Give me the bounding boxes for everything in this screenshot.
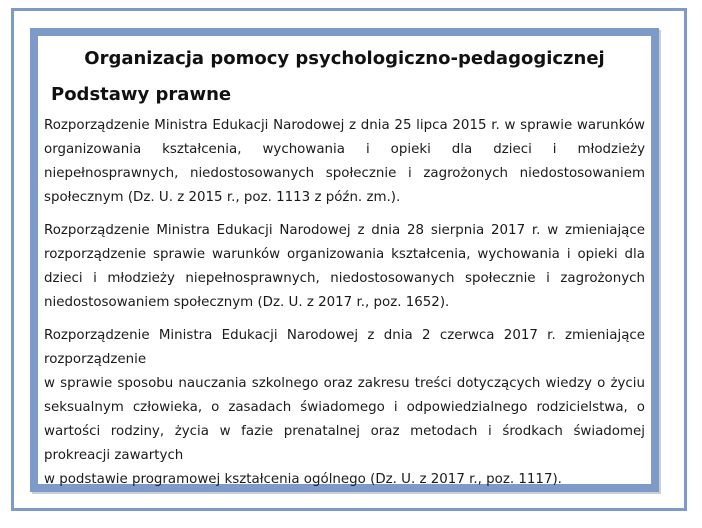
section-heading: Podstawy prawne <box>51 84 232 105</box>
regulation-paragraph-2: Rozporządzenie Ministra Edukacji Narodowej z dnia 28 sierpnia 2017 r. w zmieniające rozporządzenie sprawie warunków organizowania kształcenia, wychowania i opieki dla dzieci i młodzieży niepełnosprawnych, niedostosowanych społecznie i zagrożonych niedostosowaniem społecznym (Dz. U. z 2017 r., poz. 1652). <box>44 223 645 310</box>
regulation-paragraph-3: Rozporządzenie Ministra Edukacji Narodowej z dnia 2 czerwca 2017 r. zmieniające rozporządzenie w sprawie sposobu nauczania szkolnego oraz zakresu treści dotyczących wiedzy o życiu seksualnym człowieka, o zasadach świadomego i odpowiedzialnego rodzicielstwa, o wartości rodziny, życia w fazie prenatalnej oraz metodach i środkach świadomej prokreacji zawartych w podstawie programowej kształcenia ogólnego (Dz. U. z 2017 r., poz. 1117). <box>44 328 645 487</box>
regulation-paragraph-1: Rozporządzenie Ministra Edukacji Narodowej z dnia 25 lipca 2015 r. w sprawie warunków organizowania kształcenia, wychowania i opieki dla dzieci i młodzieży niepełnosprawnych, niedostosowanych społecznie i zagrożonych niedostosowaniem społecznym (Dz. U. z 2015 r., poz. 1113 z późn. zm.). <box>44 118 645 205</box>
legal-basis-list <box>44 114 645 492</box>
page-title: Organizacja pomocy psychologiczno-pedagogicznej <box>84 48 605 69</box>
document-panel <box>30 28 659 492</box>
